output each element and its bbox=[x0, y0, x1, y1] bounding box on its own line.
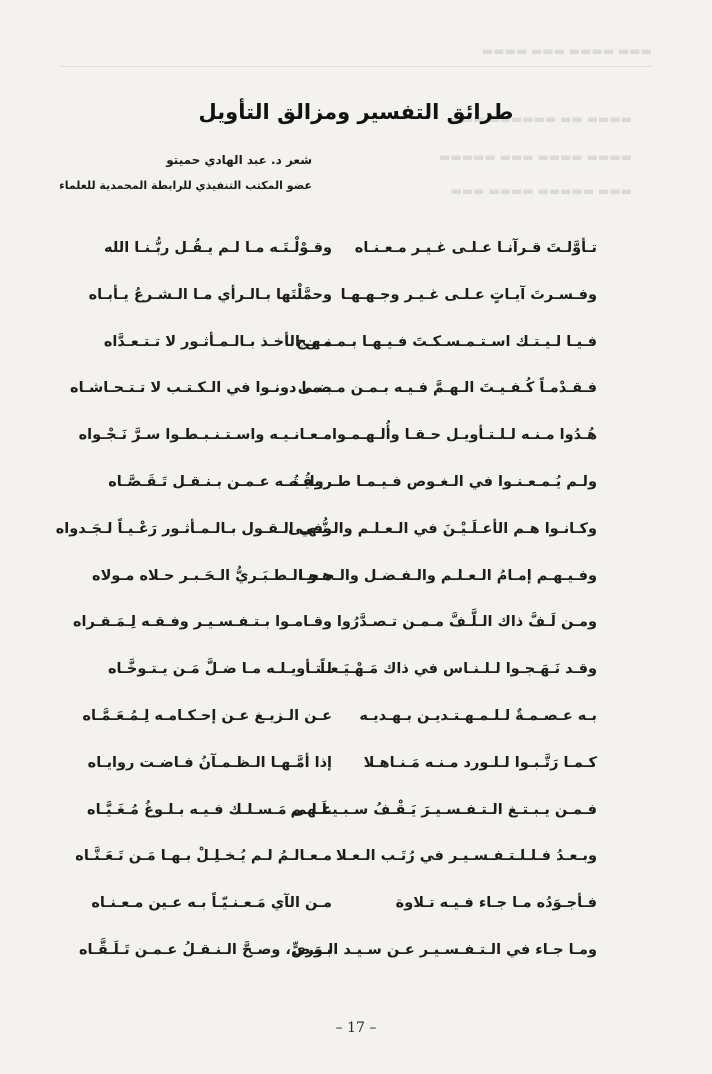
verse-first-hemistich: ومـن لَـفَّ ذاك الـلَّـفَّ مـمـن تـصـدَّرُوا bbox=[336, 614, 597, 631]
verse-row bbox=[0, 380, 712, 427]
show-through-text: ▬▬▬ ▬▬▬▬ ▬▬▬ ▬▬▬▬ bbox=[481, 44, 652, 58]
poem-title: طرائق التفسير ومزالق التأويل bbox=[198, 100, 514, 124]
verse-row bbox=[0, 240, 712, 287]
verse-first-hemistich: تـأوَّلـتَ قـرآنـا عـلـى غـيـر مـعـنـاه bbox=[354, 240, 597, 256]
verse-row bbox=[0, 521, 712, 568]
verse-second-hemistich: بـنـصٍّ، وصـحَّ الـنـقـلُ عـمـن تَـلَـقَّـاه bbox=[78, 941, 332, 958]
page-number: – 17 – bbox=[335, 1020, 377, 1036]
poet-name: شعر د. عبد الهادي حميتو bbox=[166, 153, 312, 167]
verse-first-hemistich: ومـا جـاء في الـتـفـسـيـر عـن سـيـد الـوَرى bbox=[292, 941, 597, 958]
verse-second-hemistich: وفي الـقـول بـالـمـأثـور رَعْـيـاً لـجَـدواه bbox=[55, 520, 332, 537]
verse-first-hemistich: وكـانـوا هـم الأعـلَـيْـنَ في الـعـلـم والـنُّـهـى bbox=[288, 520, 597, 537]
verse-row bbox=[0, 755, 712, 802]
verse-first-hemistich: كـمـا رَتَّـبـوا لـلـورد مـنـه مَـنـاهـلا bbox=[363, 754, 597, 771]
verse-second-hemistich: مـعـالـمُ لـم يُـخـلِـلْ بـهـا مَـن تَـعَـنَّـاه bbox=[75, 848, 332, 865]
verse-first-hemistich: فـقـدْمـاً كُـفـيـتَ الـهـمَّ فـيـه بـمـن مـضـى bbox=[297, 380, 597, 397]
verse-second-hemistich: روايـتُــه عـمـن بـنـقـل تَـقَـصَّـاه bbox=[108, 473, 332, 490]
verse-second-hemistich: وقـامـوا بـتـفـسـيـر وفـقـه لِـمَـقـراه bbox=[73, 614, 332, 631]
verse-second-hemistich: مـن الآي مَـعـنـيّـاً بـه عـين مـعـنـاه bbox=[91, 895, 332, 912]
verse-first-hemistich: وبـعـدُ فـلـلـتـفـسـيـر في رُتَـب الـعـلا bbox=[336, 848, 597, 865]
verse-second-hemistich: عـلـى مَـسـلـك فـيـه بـلـوغُ مُـغَـيَّـاه bbox=[87, 801, 332, 818]
verse-first-hemistich: وقـد نَـهَـجـوا لـلـنـاس في ذاك مَـهْـيَـعـاً bbox=[320, 661, 597, 678]
verse-first-hemistich: هُـدُوا مـنـه لـلـتـأويـل حـقـا وأُلـهـمـوا bbox=[331, 427, 597, 444]
verse-second-hemistich: لـتـأويـلـه مـا ضـلَّ مَـن يـتـوخَّـاه bbox=[107, 661, 332, 678]
verse-row bbox=[0, 708, 712, 755]
verse-row bbox=[0, 802, 712, 849]
poet-affiliation: عضو المكتب التنفيذي للرابطة المحمدية للعلماء bbox=[59, 179, 312, 192]
verse-second-hemistich: إذا أمَّـهـا الـظـمـآنُ فـاضـت روايـاه bbox=[87, 754, 332, 771]
verse-first-hemistich: فـيـا لـيـتـك اسـتـمـسـكـتَ فـيـهـا بـمـنـهـج bbox=[295, 333, 597, 350]
verse-row bbox=[0, 287, 712, 334]
verse-row bbox=[0, 568, 712, 615]
verse-first-hemistich: وفـسـرتَ آيـاتٍ عـلـى غـيـر وجـهـهـا bbox=[340, 286, 597, 303]
verse-row bbox=[0, 895, 712, 942]
verse-first-hemistich: ولـم يُـمـعـنـوا في الـغـوص فـيـمـا طـريـقُـه bbox=[288, 473, 597, 490]
verse-second-hemistich: بـمـا دونـوا في الـكـتـب لا تـتـحـاشـاه bbox=[70, 380, 332, 397]
verse-first-hemistich: فـأجـوَدُه مـا جـاء فـيـه تـلاوة bbox=[395, 895, 597, 912]
verse-second-hemistich: مـعـانـيـه واسـتـنـبـطـوا سـرَّ نَـجْـواه bbox=[78, 427, 332, 444]
verse-second-hemistich: وقـوْلْـتَـه مـا لـم يـقُـل ربُّـنـا الله bbox=[104, 240, 332, 256]
poem-verses bbox=[0, 240, 712, 989]
verse-second-hemistich: مـن الأخـذ بـالـمـأثـور لا تـتـعـدَّاه bbox=[103, 333, 332, 350]
show-through-text: ▬▬▬▬ ▬▬ ▬▬▬▬▬▬ ▬▬▬ bbox=[450, 112, 632, 126]
show-through-text: ▬▬▬▬ ▬▬▬▬ ▬▬▬ ▬▬▬▬▬ bbox=[439, 150, 632, 164]
verse-second-hemistich: وحمَّلْتَها بـالـرأي مـا الـشـرعُ يـأبـاه bbox=[88, 286, 332, 303]
verse-row bbox=[0, 848, 712, 895]
verse-row bbox=[0, 427, 712, 474]
verse-first-hemistich: بـه عـصـمـةٌ لـلـمـهـتـديـن بـهـديـه bbox=[359, 707, 597, 724]
verse-row bbox=[0, 614, 712, 661]
verse-second-hemistich: هـو الـطـبَـريُّ الـحَـبـر حـلاه مـولاه bbox=[92, 567, 332, 584]
verse-row bbox=[0, 334, 712, 381]
verse-row bbox=[0, 942, 712, 989]
verse-first-hemistich: وفـيـهـم إمـامُ الـعـلـم والـفـضـل والـحـجـا bbox=[298, 567, 597, 584]
verse-first-hemistich: فـمـن يـبـتـغ الـتـفـسـيـرَ يَـقْـفُ سـبـيـلَـهـم bbox=[290, 801, 597, 818]
verse-row bbox=[0, 661, 712, 708]
verse-second-hemistich: عـن الـزيـغ عـن إحـكـامـه لِـمُـعَـمَّـاه bbox=[82, 707, 332, 724]
show-through-text: ▬▬▬ ▬▬▬▬▬ ▬▬▬▬ ▬▬▬ bbox=[450, 184, 632, 198]
verse-row bbox=[0, 474, 712, 521]
header-rule bbox=[60, 66, 652, 67]
